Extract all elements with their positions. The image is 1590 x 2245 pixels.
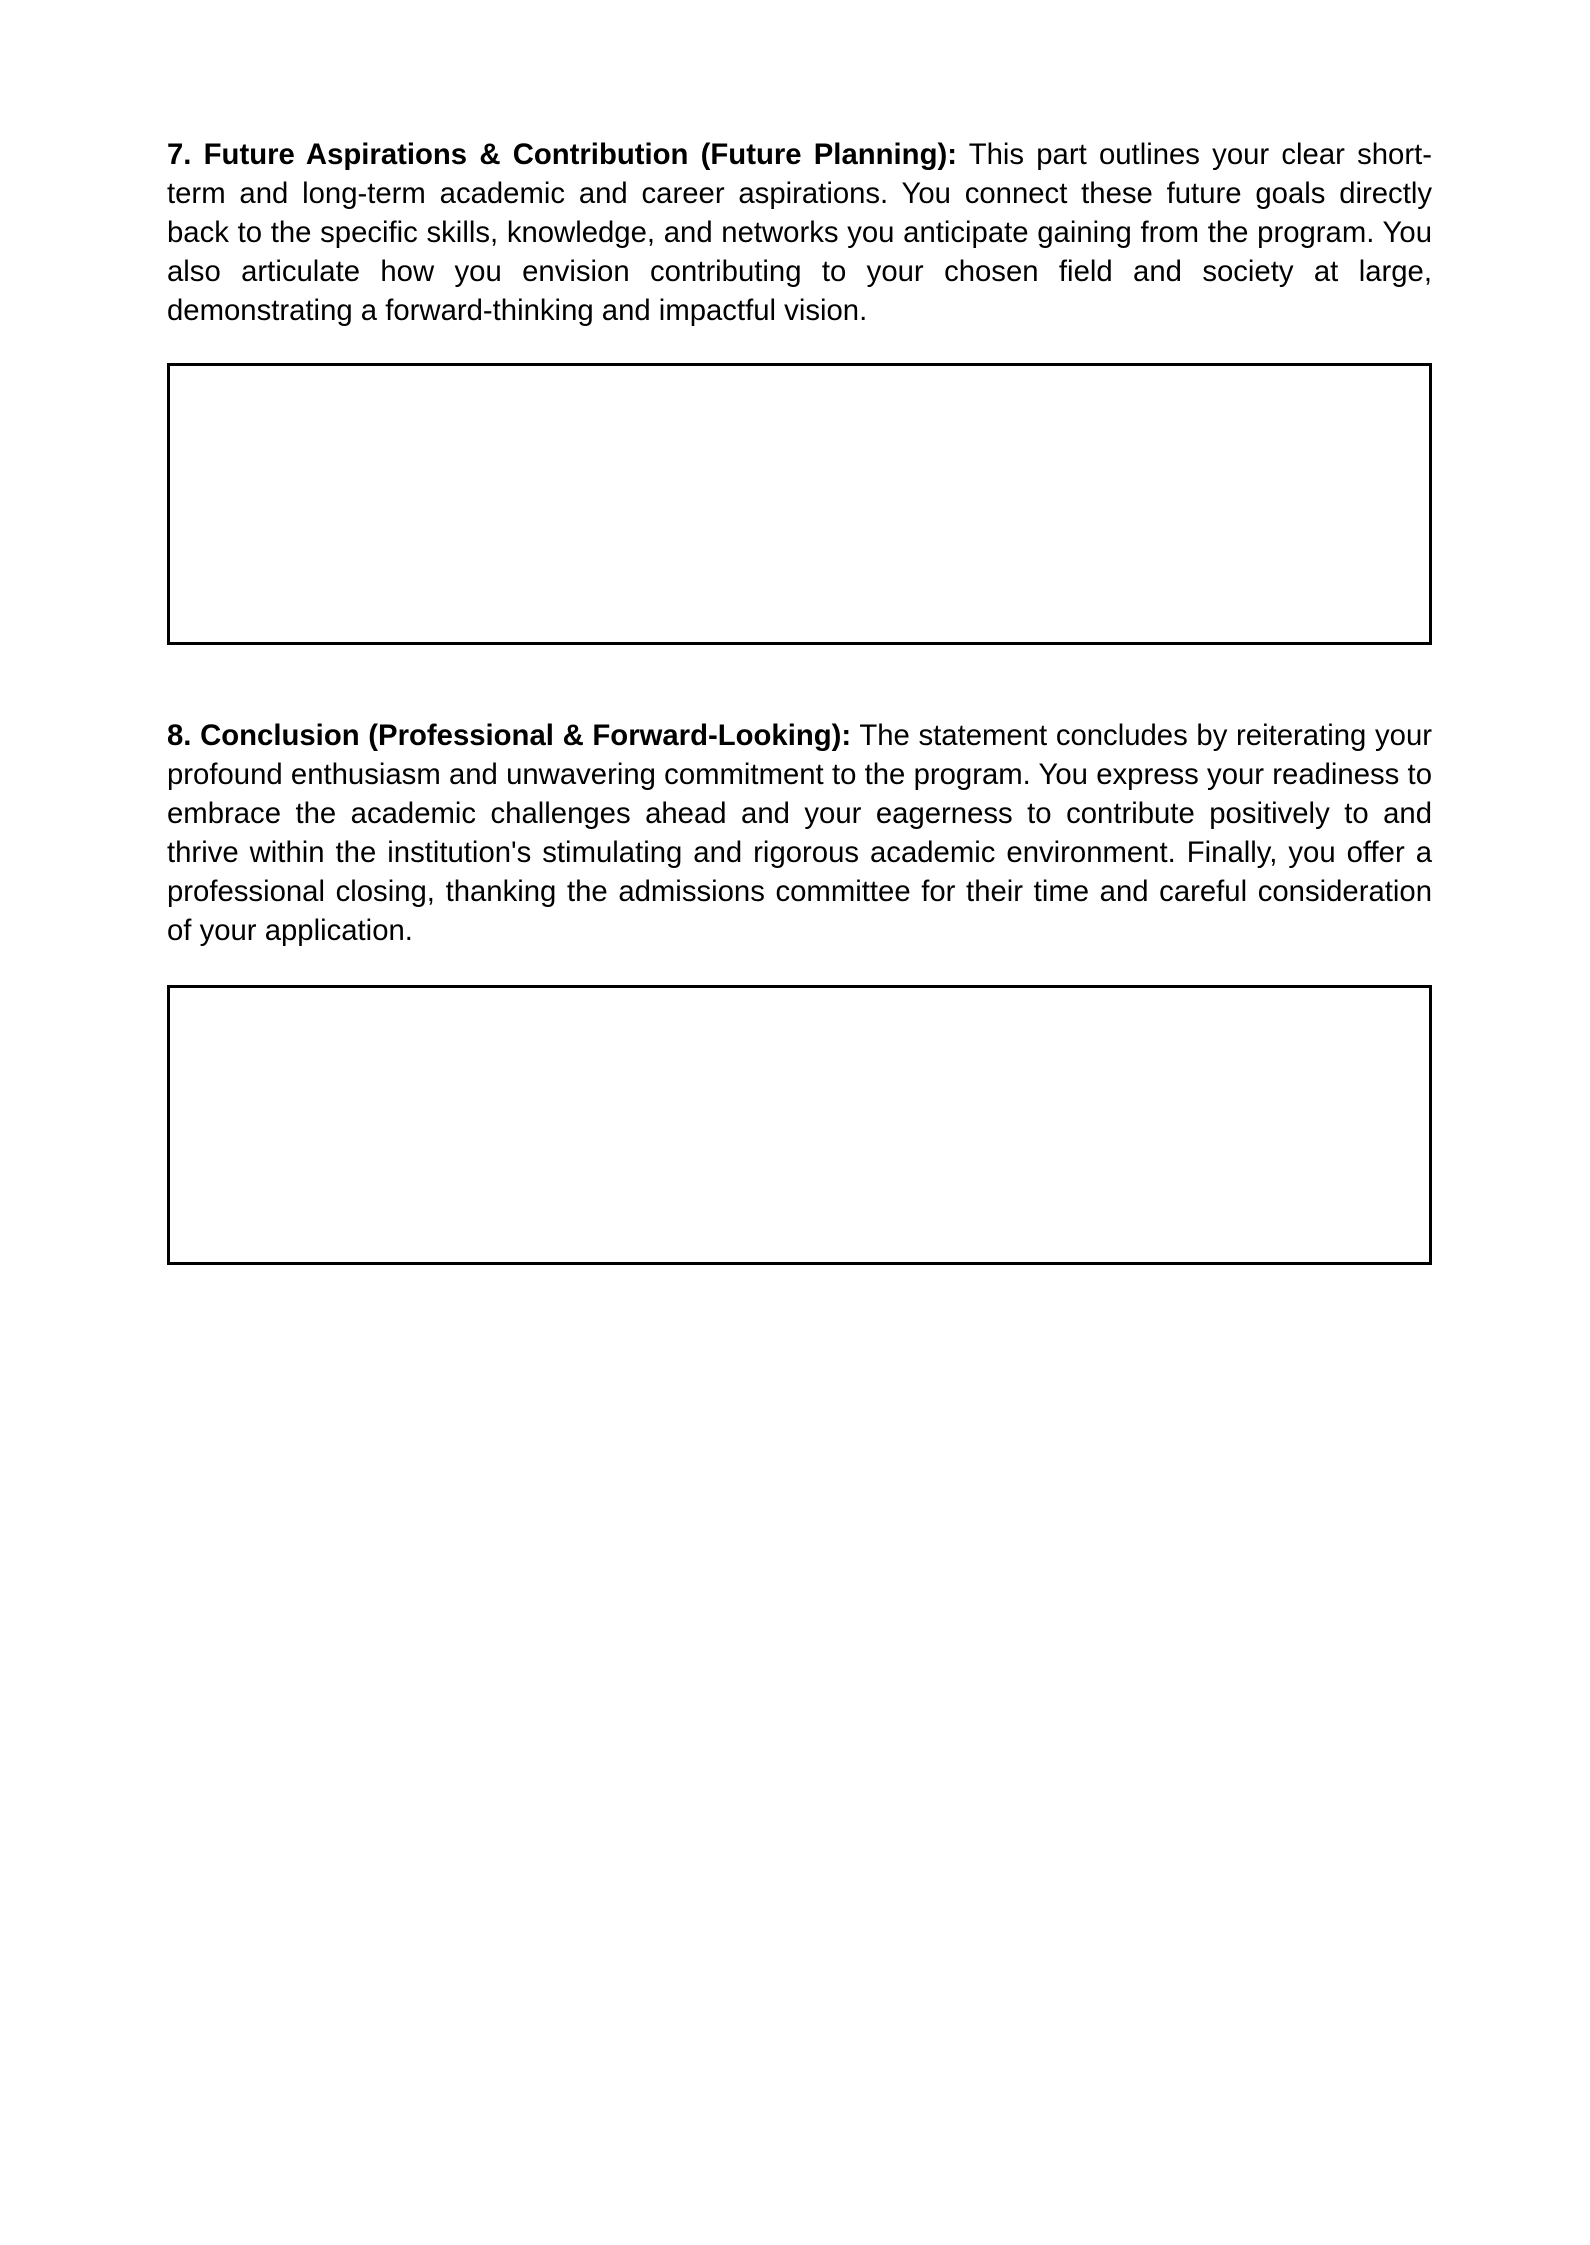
section-8-body: The statement concludes by reiterating your profound enthusiasm and unwavering commitment to the program. You express your readiness to embrace the academic challenges ahead and your eagerness to contribute positively to and thrive within the institution's stimulating and rigorous academic environment. Finally, you offer a professional closing, thanking the admissions committee for their time and careful consideration of your application. — [167, 719, 1432, 947]
section-7-heading: 7. Future Aspirations & Contribution (Future Planning): — [167, 138, 957, 171]
section-7-body: This part outlines your clear short-term and long-term academic and career aspirations. You connect these future goals directly back to the specific skills, knowledge, and networks you anticipate gaining from the program. You also articulate how you envision contributing to your chosen field and society at large, demonstrating a forward-thinking and impactful vision. — [167, 138, 1432, 327]
section-7-future-aspirations — [167, 135, 1432, 330]
section-8-heading: 8. Conclusion (Professional & Forward-Looking): — [167, 719, 852, 752]
section-8-text — [167, 716, 1432, 950]
section-7-answer-box[interactable] — [167, 363, 1432, 645]
section-8-answer-box[interactable] — [167, 985, 1432, 1265]
section-8-conclusion — [167, 716, 1432, 950]
section-7-text — [167, 135, 1432, 330]
